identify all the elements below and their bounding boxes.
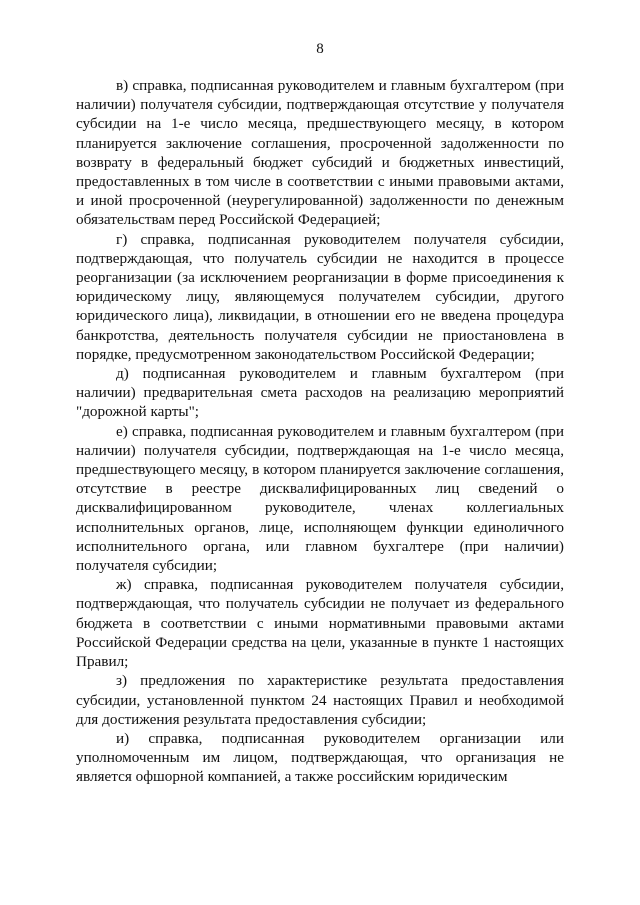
paragraph-e: е) справка, подписанная руководителем и главным бухгалтером (при наличии) получателя субсидии, подтверждающая на 1-е число месяца, предшествующего месяцу, в котором планируется заключение соглашения, отсутствие в реестре дисквалифицированных лиц сведений о дисквалифицированном руководителе, членах коллегиальных исполнительных органов, лице, исполняющем функции единоличного исполнительного органа, или главном бухгалтере (при наличии) получателя субсидии;: [76, 422, 564, 575]
paragraph-d: д) подписанная руководителем и главным бухгалтером (при наличии) предварительная смета расходов на реализацию мероприятий "дорожной карты";: [76, 365, 564, 421]
paragraph-z: з) предложения по характеристике результата предоставления субсидии, установленной пунктом 24 настоящих Правил и необходимой для достижения результата предоставления субсидии;: [76, 672, 564, 728]
paragraph-i: и) справка, подписанная руководителем организации или уполномоченным им лицом, подтверждающая, что организация не является офшорной компанией, а также российским юридическим: [76, 729, 564, 786]
page-number: 8: [316, 41, 324, 57]
paragraph-v: в) справка, подписанная руководителем и главным бухгалтером (при наличии) получателя субсидии, подтверждающая отсутствие у получателя субсидии на 1-е число месяца, предшествующего месяцу, в котором планируется заключение соглашения, просроченной задолженности по возврату в федеральный бюджет субсидий и бюджетных инвестиций, предоставленных в том числе в соответствии с иными правовыми актами, и иной просроченной (неурегулированной) задолженности по денежным обязательствам перед Российской Федерацией;: [76, 77, 564, 229]
paragraph-zh: ж) справка, подписанная руководителем получателя субсидии, подтверждающая, что получатель субсидии не получает из федерального бюджета в соответствии с иными нормативными правовыми актами Российской Федерации средства на цели, указанные в пункте 1 настоящих Правил;: [76, 576, 564, 671]
paragraph-g: г) справка, подписанная руководителем получателя субсидии, подтверждающая, что получатель субсидии не находится в процессе реорганизации (за исключением реорганизации в форме присоединения к юридическому лицу, являющемуся получателем субсидии, другого юридического лица), ликвидации, в отношении его не введена процедура банкротства, деятельность получателя субсидии не приостановлена в порядке, предусмотренном законодательством Российской Федерации;: [76, 230, 564, 363]
document-body: [76, 76, 564, 787]
